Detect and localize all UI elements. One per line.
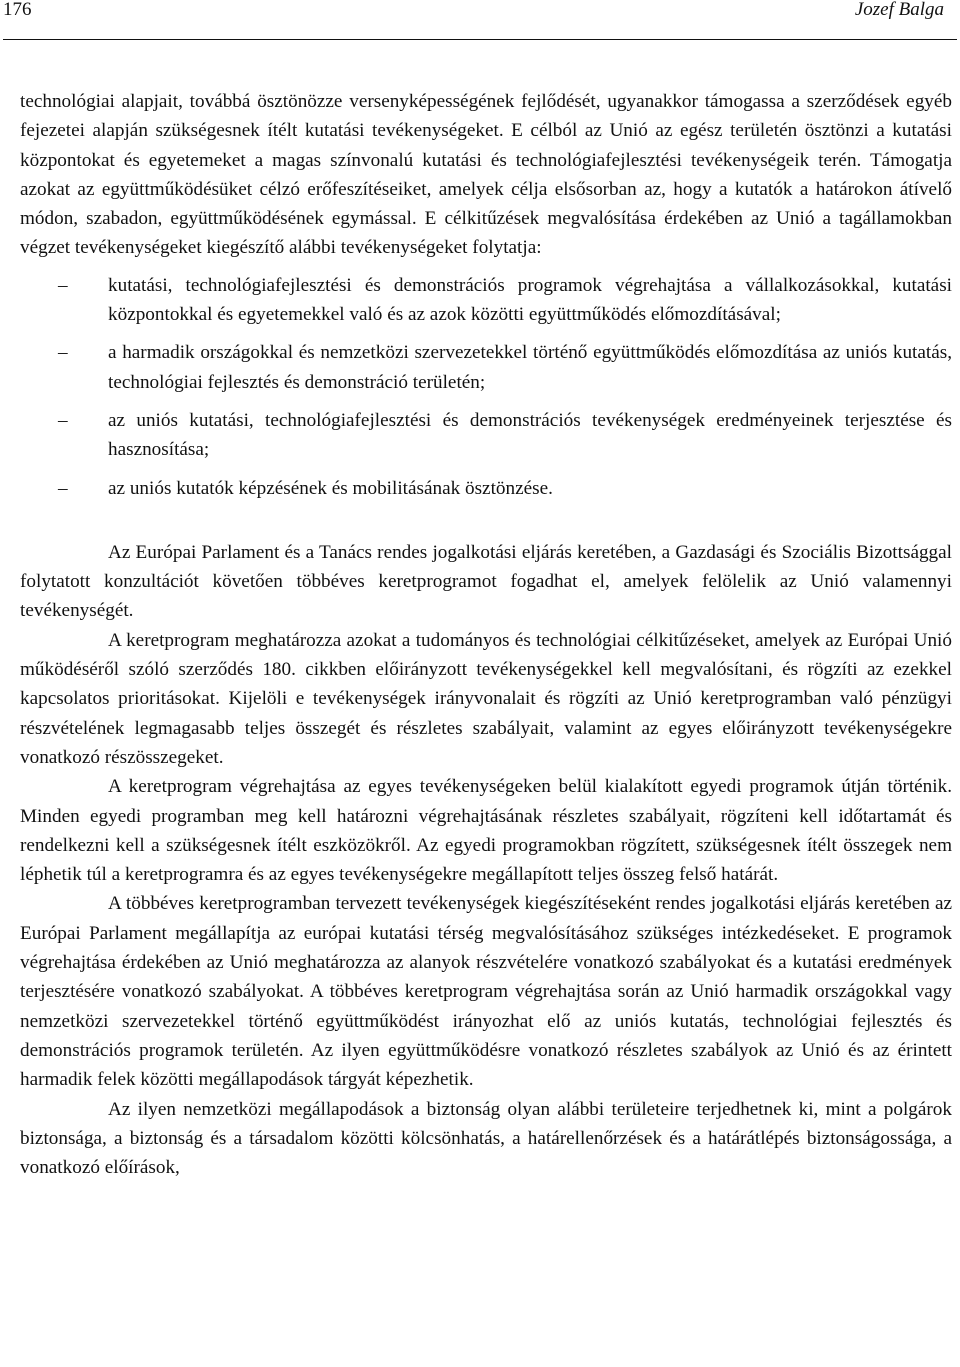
- list-item: [20, 338, 952, 397]
- list-item-text: az uniós kutatók képzésének és mobilitásának ösztönzése.: [108, 477, 553, 499]
- dash-bullet: –: [58, 477, 68, 499]
- dash-bullet: –: [58, 342, 68, 364]
- body-paragraph: A keretprogram végrehajtása az egyes tevékenységeken belül kialakított egyedi programok útján történik. Minden egyedi programban meg kell határozni végrehajtásának részletes szabályait, rögzíteni kell időtartamát és rendelkezni kell a szükségesnek ítélt eszközökről. Az egyedi programokban rögzített, szükségesnek ítélt összegek nem léphetik túl a keretprogramra és az egyes tevékenységekre megállapított teljes összeg felső határát.: [20, 776, 952, 886]
- running-head-author: Jozef Balga: [854, 0, 944, 20]
- dash-bullet: –: [58, 409, 68, 431]
- list-item: [20, 406, 952, 465]
- intro-paragraph: technológiai alapjait, továbbá ösztönözze versenyképességének fejlődését, ugyanakkor támogassa a szerződések egyéb fejezetei alapján szükségesnek ítélt kutatási tevékenységeket. E célból az Unió az egész területén ösztönzi a kutatási központokat és egyetemeket a magas színvonalú kutatási és technológiafejlesztési tevékenységeik terén. Támogatja azokat az együttműködésüket célzó erőfeszítéseiket, amelyek célja elsősorban az, hogy a kutatók a határokon átívelő módon, szabadon, együttműködésének egymással. E célkitűzések megvalósítása érdekében az Unió a tagállamokban végzet tevékenységeket kiegészítő alábbi tevékenységeket folytatja:: [20, 91, 952, 259]
- body-paragraph: A keretprogram meghatározza azokat a tudományos és technológiai célkitűzéseket, amelyek az Európai Unió működéséről szóló szerződés 180. cikkben előirányzott tevékenységekkel kell megvalósítani, és rögzíti az ezekkel kapcsolatos prioritásokat. Kijelöli e tevékenységek irányvonalait és rögzíti az Unió keretprogramban való pénzügyi részvételének legmagasabb teljes összegét és részletes szabályait, valamint az egyes előirányzott tevékenységekre vonatkozó részösszegeket.: [20, 629, 952, 768]
- list-item: [20, 474, 952, 503]
- dash-bullet: –: [58, 274, 68, 296]
- body-paragraph: Az Európai Parlament és a Tanács rendes jogalkotási eljárás keretében, a Gazdasági és Szociális Bizottsággal folytatott konzultációt követően többéves keretprogramot fogadhat el, amelyek felölelik az Unió valamennyi tevékenységét.: [20, 541, 952, 622]
- page-number: 176: [3, 0, 32, 20]
- list-item-text: kutatási, technológiafejlesztési és demonstrációs programok végrehajtása a vállalkozásokkal, kutatási központokkal és egyetemekkel való és az azok közötti együttműködés előmozdításával;: [108, 274, 952, 326]
- list-item: [20, 271, 952, 330]
- activity-list: [20, 271, 952, 503]
- page-header: [0, 0, 960, 34]
- list-item-text: a harmadik országokkal és nemzetközi szervezetekkel történő együttműködés előmozdítása az uniós kutatás, technológiai fejlesztés és demonstráció területén;: [108, 342, 952, 393]
- list-item-text: az uniós kutatási, technológiafejlesztési és demonstrációs tevékenységek eredményeinek terjesztése és hasznosítása;: [108, 409, 952, 461]
- page-body: [20, 87, 952, 1182]
- body-paragraph: Az ilyen nemzetközi megállapodások a biztonság olyan alábbi területeire terjedhetnek ki, mint a polgárok biztonsága, a biztonság és a társadalom közötti kölcsönhatás, a határellenőrzések és a határátlépés biztonságossága, a vonatkozó előírások,: [20, 1098, 952, 1179]
- body-paragraph: A többéves keretprogramban tervezett tevékenységek kiegészítéseként rendes jogalkotási eljárás keretében az Európai Parlament megállapítja az európai kutatási térség megvalósításához szükséges intézkedéseket. E programok végrehajtása érdekében az Unió meghatározza az alanyok részvételére vonatkozó szabályokat és a kutatási eredmények terjesztésére vonatkozó szabályokat. A többéves keretprogram végrehajtása során az Unió harmadik országokkal vagy nemzetközi szervezetekkel történő együttműködést irányozhat elő az uniós kutatás, technológiai fejlesztés és demonstrációs programok területén. Az ilyen együttműködésre vonatkozó részletes szabályok az Unió és az érintett harmadik felek közötti megállapodások tárgyát képezhetik.: [20, 893, 952, 1091]
- section-gap: [20, 512, 952, 538]
- header-rule: [3, 39, 957, 40]
